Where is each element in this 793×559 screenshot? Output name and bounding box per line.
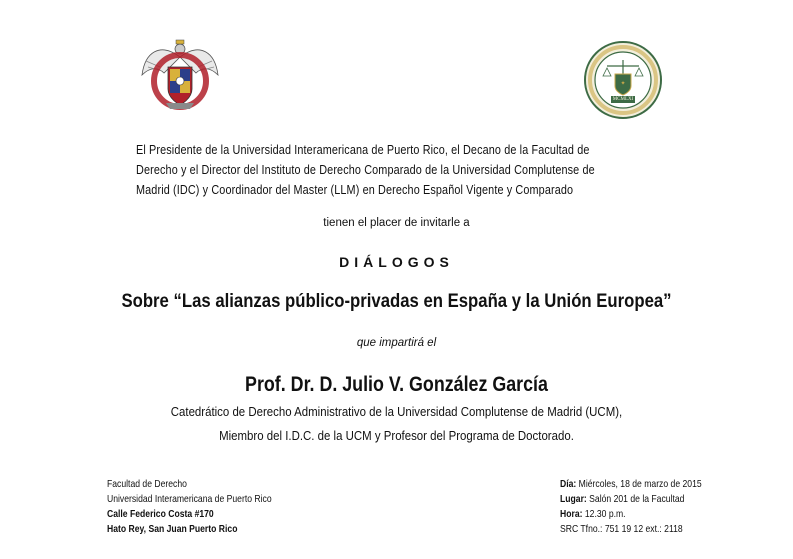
intro-line-1: El Presidente de la Universidad Interamericana de Puerto Rico, el Decano de la Facultad de — [136, 143, 590, 157]
venue-address — [107, 477, 320, 537]
lecture-topic: Sobre “Las alianzas público-privadas en España y la Unión Europea” — [121, 291, 672, 312]
intro-paragraph — [136, 140, 656, 200]
complutense-seal-logo — [140, 37, 220, 113]
speaker-name: Prof. Dr. D. Julio V. González García — [245, 373, 548, 396]
seal-year-label: MCMLXI — [612, 97, 634, 102]
address-line-3: Calle Federico Costa #170 — [107, 508, 214, 520]
intro-line-2: Derecho y el Director del Instituto de Derecho Comparado de la Universidad Complutense de — [136, 163, 595, 177]
svg-text:✦: ✦ — [620, 81, 626, 87]
place-label: Lugar: — [560, 493, 587, 505]
event-details — [560, 477, 740, 537]
event-title: DIÁLOGOS — [339, 254, 454, 270]
event-time — [560, 507, 740, 522]
place-value: Salón 201 de la Facultad — [586, 493, 685, 505]
event-date — [560, 477, 740, 492]
address-line-1: Facultad de Derecho — [107, 478, 187, 490]
event-place — [560, 492, 740, 507]
date-value: Miércoles, 18 de marzo de 2015 — [576, 478, 702, 490]
address-line-2: Universidad Interamericana de Puerto Rico — [107, 493, 272, 505]
time-label: Hora: — [560, 508, 583, 520]
intro-line-3: Madrid (IDC) y Coordinador del Master (LLM) en Derecho Español Vigente y Comparado — [136, 183, 574, 197]
date-label: Día: — [560, 478, 577, 490]
rsvp-contact: SRC Tfno.: 751 19 12 ext.: 2118 — [560, 523, 683, 535]
facultad-derecho-seal-logo — [583, 40, 663, 120]
invite-text: tienen el placer de invitarle a — [323, 217, 470, 229]
time-value: 12.30 p.m. — [582, 508, 626, 520]
speaker-credentials-line-1: Catedrático de Derecho Administrativo de la Universidad Complutense de Madrid (UCM), — [170, 404, 623, 419]
speaker-credentials-line-2: Miembro del I.D.C. de la UCM y Profesor del Programa de Doctorado. — [219, 428, 574, 443]
address-line-4: Hato Rey, San Juan Puerto Rico — [107, 523, 238, 535]
imparte-text: que impartirá el — [356, 337, 437, 349]
